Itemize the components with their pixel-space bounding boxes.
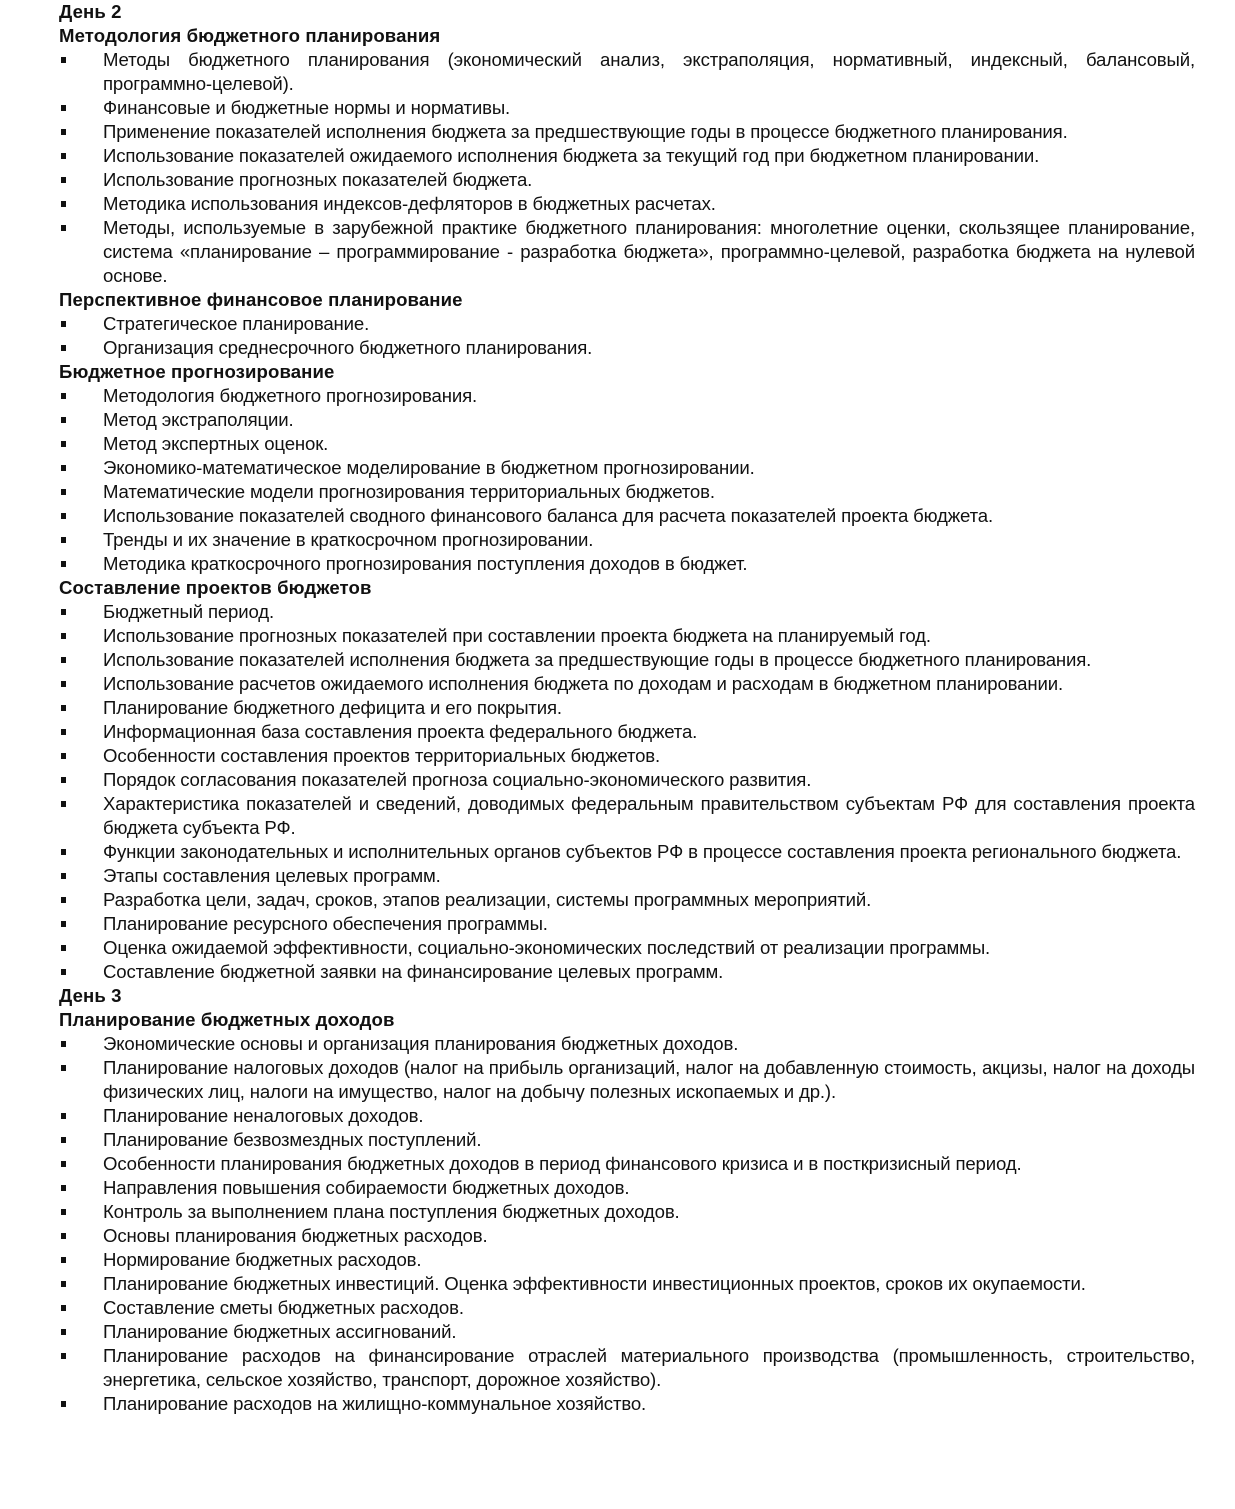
square-bullet-icon: [61, 633, 66, 639]
square-bullet-icon: [61, 1233, 66, 1239]
square-bullet-icon: [61, 393, 66, 399]
square-bullet-icon: [61, 1329, 66, 1335]
square-bullet-icon: [61, 681, 66, 687]
square-bullet-icon: [61, 417, 66, 423]
list-item: Использование показателей сводного финансового баланса для расчета показателей проекта бюджета.: [59, 504, 1195, 528]
square-bullet-icon: [61, 129, 66, 135]
section-budget-drafting: [59, 576, 1195, 984]
list-item: Контроль за выполнением плана поступления бюджетных доходов.: [59, 1200, 1195, 1224]
list-item: Метод экспертных оценок.: [59, 432, 1195, 456]
square-bullet-icon: [61, 1401, 66, 1407]
list-item: Использование прогнозных показателей бюджета.: [59, 168, 1195, 192]
square-bullet-icon: [61, 1281, 66, 1287]
list-item: Планирование бюджетных ассигнований.: [59, 1320, 1195, 1344]
list-item: Планирование неналоговых доходов.: [59, 1104, 1195, 1128]
list-item: Информационная база составления проекта федерального бюджета.: [59, 720, 1195, 744]
square-bullet-icon: [61, 969, 66, 975]
bullet-list: [59, 312, 1195, 360]
bullet-list: [59, 600, 1195, 984]
day-heading: День 3: [59, 985, 122, 1006]
square-bullet-icon: [61, 321, 66, 327]
square-bullet-icon: [61, 1209, 66, 1215]
square-bullet-icon: [61, 153, 66, 159]
list-item: Использование расчетов ожидаемого исполнения бюджета по доходам и расходам в бюджетном планировании.: [59, 672, 1195, 696]
list-item: Порядок согласования показателей прогноза социально-экономического развития.: [59, 768, 1195, 792]
list-item: Планирование ресурсного обеспечения программы.: [59, 912, 1195, 936]
square-bullet-icon: [61, 1305, 66, 1311]
square-bullet-icon: [61, 1185, 66, 1191]
square-bullet-icon: [61, 441, 66, 447]
list-item: Основы планирования бюджетных расходов.: [59, 1224, 1195, 1248]
square-bullet-icon: [61, 777, 66, 783]
list-item: Использование прогнозных показателей при составлении проекта бюджета на планируемый год.: [59, 624, 1195, 648]
list-item: Экономико-математическое моделирование в бюджетном прогнозировании.: [59, 456, 1195, 480]
list-item: Методы бюджетного планирования (экономический анализ, экстраполяция, нормативный, индексный, балансовый, программно-целевой).: [59, 48, 1195, 96]
square-bullet-icon: [61, 849, 66, 855]
list-item: Этапы составления целевых программ.: [59, 864, 1195, 888]
section-budget-planning-methodology: [59, 24, 1195, 288]
square-bullet-icon: [61, 345, 66, 351]
square-bullet-icon: [61, 465, 66, 471]
square-bullet-icon: [61, 537, 66, 543]
list-item: Методология бюджетного прогнозирования.: [59, 384, 1195, 408]
list-item: Тренды и их значение в краткосрочном прогнозировании.: [59, 528, 1195, 552]
section-budget-revenue-planning: [59, 1008, 1195, 1416]
bullet-list: [59, 1032, 1195, 1416]
list-item: Особенности составления проектов территориальных бюджетов.: [59, 744, 1195, 768]
list-item: Особенности планирования бюджетных доходов в период финансового кризиса и в посткризисный период.: [59, 1152, 1195, 1176]
square-bullet-icon: [61, 945, 66, 951]
list-item: Организация среднесрочного бюджетного планирования.: [59, 336, 1195, 360]
list-item: Математические модели прогнозирования территориальных бюджетов.: [59, 480, 1195, 504]
list-item: Методы, используемые в зарубежной практике бюджетного планирования: многолетние оценки, скользящее планирование, система «планирование – программирование - разработка бюджета», программно-целевой, разработка бюджета на нулевой основе.: [59, 216, 1195, 288]
section-title: Составление проектов бюджетов: [59, 577, 372, 598]
square-bullet-icon: [61, 873, 66, 879]
list-item: Использование показателей ожидаемого исполнения бюджета за текущий год при бюджетном планировании.: [59, 144, 1195, 168]
square-bullet-icon: [61, 729, 66, 735]
square-bullet-icon: [61, 897, 66, 903]
square-bullet-icon: [61, 105, 66, 111]
day-heading: День 2: [59, 1, 122, 22]
section-title: Планирование бюджетных доходов: [59, 1009, 395, 1030]
bullet-list: [59, 384, 1195, 576]
list-item: Оценка ожидаемой эффективности, социально-экономических последствий от реализации программы.: [59, 936, 1195, 960]
list-item: Планирование безвозмездных поступлений.: [59, 1128, 1195, 1152]
list-item: Направления повышения собираемости бюджетных доходов.: [59, 1176, 1195, 1200]
square-bullet-icon: [61, 201, 66, 207]
list-item: Методика краткосрочного прогнозирования поступления доходов в бюджет.: [59, 552, 1195, 576]
section-budget-forecasting: [59, 360, 1195, 576]
list-item: Характеристика показателей и сведений, доводимых федеральным правительством субъектам РФ для составления проекта бюджета субъекта РФ.: [59, 792, 1195, 840]
square-bullet-icon: [61, 921, 66, 927]
list-item: Планирование бюджетных инвестиций. Оценка эффективности инвестиционных проектов, сроков их окупаемости.: [59, 1272, 1195, 1296]
list-item: Применение показателей исполнения бюджета за предшествующие годы в процессе бюджетного планирования.: [59, 120, 1195, 144]
list-item: Планирование бюджетного дефицита и его покрытия.: [59, 696, 1195, 720]
list-item: Финансовые и бюджетные нормы и нормативы.: [59, 96, 1195, 120]
section-perspective-financial-planning: [59, 288, 1195, 360]
square-bullet-icon: [61, 225, 66, 231]
list-item: Планирование расходов на финансирование отраслей материального производства (промышленность, строительство, энергетика, сельское хозяйство, транспорт, дорожное хозяйство).: [59, 1344, 1195, 1392]
list-item: Планирование налоговых доходов (налог на прибыль организаций, налог на добавленную стоимость, акцизы, налог на доходы физических лиц, налоги на имущество, налог на добычу полезных ископаемых и др.).: [59, 1056, 1195, 1104]
square-bullet-icon: [61, 1041, 66, 1047]
list-item: Методика использования индексов-дефляторов в бюджетных расчетах.: [59, 192, 1195, 216]
square-bullet-icon: [61, 1113, 66, 1119]
square-bullet-icon: [61, 657, 66, 663]
list-item: Использование показателей исполнения бюджета за предшествующие годы в процессе бюджетного планирования.: [59, 648, 1195, 672]
list-item: Разработка цели, задач, сроков, этапов реализации, системы программных мероприятий.: [59, 888, 1195, 912]
list-item: Функции законодательных и исполнительных органов субъектов РФ в процессе составления проекта регионального бюджета.: [59, 840, 1195, 864]
square-bullet-icon: [61, 489, 66, 495]
square-bullet-icon: [61, 513, 66, 519]
list-item: Бюджетный период.: [59, 600, 1195, 624]
list-item: Метод экстраполяции.: [59, 408, 1195, 432]
square-bullet-icon: [61, 801, 66, 807]
square-bullet-icon: [61, 1065, 66, 1071]
square-bullet-icon: [61, 705, 66, 711]
list-item: Нормирование бюджетных расходов.: [59, 1248, 1195, 1272]
section-title: Методология бюджетного планирования: [59, 25, 441, 46]
square-bullet-icon: [61, 1257, 66, 1263]
list-item: Экономические основы и организация планирования бюджетных доходов.: [59, 1032, 1195, 1056]
square-bullet-icon: [61, 1137, 66, 1143]
square-bullet-icon: [61, 57, 66, 63]
square-bullet-icon: [61, 753, 66, 759]
square-bullet-icon: [61, 177, 66, 183]
square-bullet-icon: [61, 561, 66, 567]
bullet-list: [59, 48, 1195, 288]
section-title: Бюджетное прогнозирование: [59, 361, 335, 382]
list-item: Планирование расходов на жилищно-коммунальное хозяйство.: [59, 1392, 1195, 1416]
square-bullet-icon: [61, 1161, 66, 1167]
square-bullet-icon: [61, 1353, 66, 1359]
section-title: Перспективное финансовое планирование: [59, 289, 463, 310]
list-item: Составление сметы бюджетных расходов.: [59, 1296, 1195, 1320]
list-item: Стратегическое планирование.: [59, 312, 1195, 336]
list-item: Составление бюджетной заявки на финансирование целевых программ.: [59, 960, 1195, 984]
square-bullet-icon: [61, 609, 66, 615]
